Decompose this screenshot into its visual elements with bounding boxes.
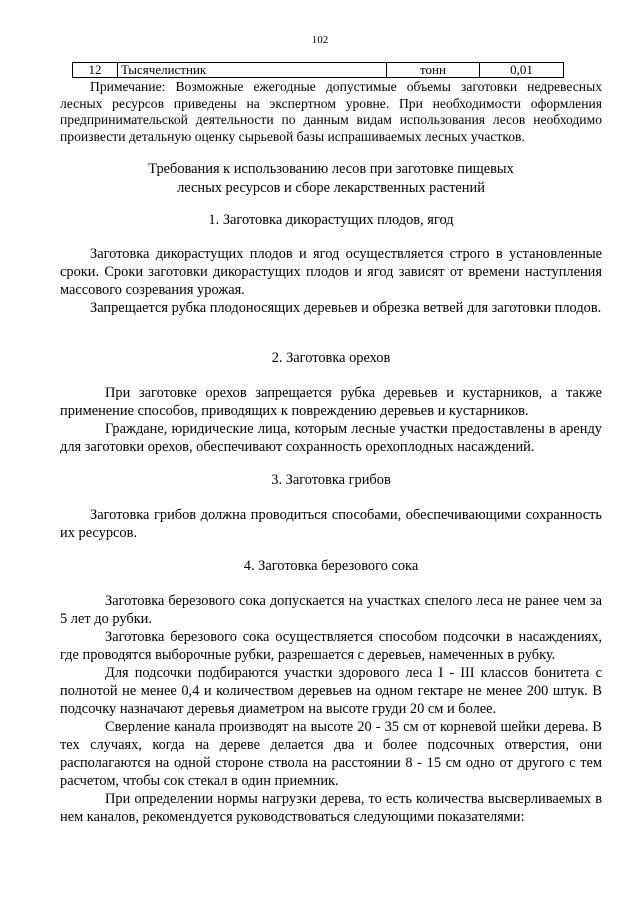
section-4-paragraph-1: Заготовка березового сока допускается на участках спелого леса не ранее чем за 5 лет до рубки. [60,593,602,627]
row-number: 12 [73,63,118,78]
section-1-body [60,245,602,317]
section-2-heading: 2. Заготовка орехов [271,350,391,366]
row-unit: тонн [387,63,480,78]
section-2-paragraph-1: При заготовке орехов запрещается рубка деревьев и кустарников, а также применение способов, приводящих к повреждению деревьев и кустарников. [60,385,602,419]
section-1-paragraph-1: Заготовка дикорастущих плодов и ягод осуществляется строго в установленные сроки. Сроки заготовки дикорастущих плодов и ягод зависят от времени наступления массового созревания урожая. [60,246,602,298]
row-name: Тысячелистник [118,63,387,78]
species-table [72,62,564,78]
section-2-paragraph-2: Граждане, юридические лица, которым лесные участки предоставлены в аренду для заготовки орехов, обеспечивают сохранность орехоплодных насаждений. [60,421,602,455]
section-1-heading: 1. Заготовка дикорастущих плодов, ягод [208,212,454,228]
section-2-body [60,384,602,456]
section-3-paragraph-1: Заготовка грибов должна проводиться способами, обеспечивающими сохранность их ресурсов. [60,507,602,541]
section-3-body [60,506,602,542]
table-row [73,63,564,78]
note-text: Примечание: Возможные ежегодные допустимые объемы заготовки недревесных лесных ресурсов приведены на экспертном уровне. При необходимости оформления предпринимательской деятельности по данным видам использования лесов необходимо произвести детальную оценку сырьевой базы испрашиваемых лесных участков. [60,79,602,144]
main-title-line1: Требования к использованию лесов при заготовке пищевых [148,161,514,177]
page-number: 102 [311,34,329,46]
row-value: 0,01 [480,63,564,78]
section-1-paragraph-2: Запрещается рубка плодоносящих деревьев и обрезка ветвей для заготовки плодов. [90,300,602,316]
section-4-paragraph-5: При определении нормы нагрузки дерева, то есть количества высверливаемых в нем каналов, рекомендуется руководствоваться следующими показателями: [60,791,602,825]
section-3-heading: 3. Заготовка грибов [271,472,391,488]
main-title [60,160,602,198]
section-4-paragraph-3: Для подсочки подбираются участки здорового леса I - III классов бонитета с полнотой не менее 0,4 и количеством деревьев на одном гектаре не менее 200 штук. В подсочку назначают деревья диаметром на высоте груди 20 см и более. [60,665,602,717]
main-title-line2: лесных ресурсов и сборе лекарственных растений [177,180,485,196]
section-4-heading: 4. Заготовка березового сока [243,558,419,574]
section-4-paragraph-4: Сверление канала производят на высоте 20 - 35 см от корневой шейки дерева. В тех случаях, когда на дереве делается два и более подсочных отверстия, они располагаются на одной стороне ствола на расстоянии 8 - 15 см одно от другого с тем расчетом, чтобы сок стекал в один приемник. [60,719,602,789]
note-block [60,79,602,145]
section-4-body [60,592,602,826]
section-4-paragraph-2: Заготовка березового сока осуществляется способом подсочки в насаждениях, где проводятся выборочные рубки, разрешается с деревьев, намеченных в рубку. [60,629,602,663]
